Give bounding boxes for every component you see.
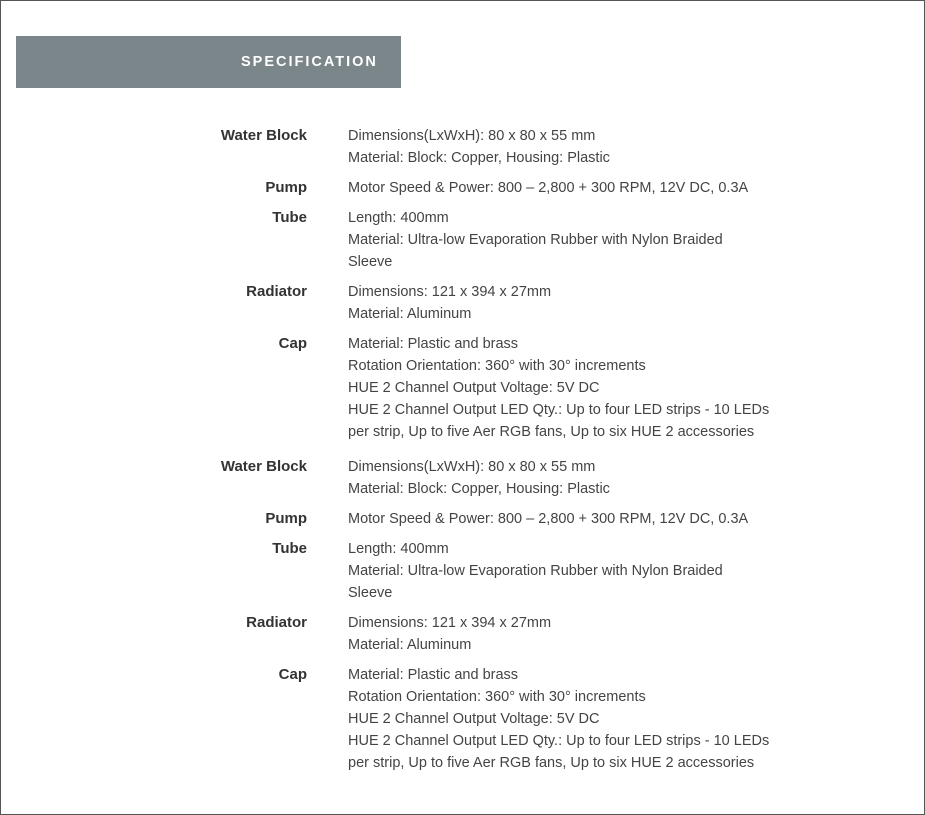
spec-value: Rotation Orientation: 360° with 30° increments (348, 689, 646, 705)
spec-values (348, 207, 828, 273)
spec-row-radiator (1, 612, 925, 656)
spec-row-cap (1, 333, 925, 443)
spec-value: Motor Speed & Power: 800 – 2,800 + 300 RPM, 12V DC, 0.3A (348, 511, 749, 527)
spec-values (348, 333, 828, 443)
spec-value: Material: Aluminum (348, 637, 472, 653)
spec-value: Material: Plastic and brass (348, 667, 519, 683)
spec-list (1, 125, 925, 782)
spec-value: per strip, Up to five Aer RGB fans, Up to six HUE 2 accessories (348, 755, 755, 771)
spec-values (348, 281, 828, 325)
spec-value: HUE 2 Channel Output Voltage: 5V DC (348, 711, 600, 727)
spec-label: Tube (272, 540, 307, 557)
spec-row-water-block (1, 456, 925, 500)
spec-value: Sleeve (348, 585, 393, 601)
spec-values (348, 508, 828, 530)
spec-values (348, 538, 828, 604)
spec-label: Pump (265, 179, 307, 196)
spec-row-tube (1, 538, 925, 604)
spec-values (348, 612, 828, 656)
spec-label: Radiator (246, 283, 307, 300)
specification-tab[interactable] (16, 36, 401, 88)
spec-label: Cap (278, 335, 307, 352)
spec-value: HUE 2 Channel Output Voltage: 5V DC (348, 380, 600, 396)
spec-value: Material: Ultra-low Evaporation Rubber with Nylon Braided (348, 232, 723, 248)
spec-value: Sleeve (348, 254, 393, 270)
spec-value: Material: Block: Copper, Housing: Plastic (348, 150, 610, 166)
spec-label: Radiator (246, 614, 307, 631)
spec-value: per strip, Up to five Aer RGB fans, Up to six HUE 2 accessories (348, 424, 755, 440)
spec-values (348, 456, 828, 500)
spec-values (348, 125, 828, 169)
spec-label: Water Block (220, 127, 307, 144)
spec-value: Rotation Orientation: 360° with 30° increments (348, 358, 646, 374)
spec-value: Dimensions(LxWxH): 80 x 80 x 55 mm (348, 459, 596, 475)
specification-tab-label: SPECIFICATION (241, 54, 378, 70)
spec-label: Pump (265, 510, 307, 527)
spec-values (348, 177, 828, 199)
spec-label: Water Block (220, 458, 307, 475)
spec-values (348, 664, 828, 774)
spec-value: Dimensions: 121 x 394 x 27mm (348, 284, 552, 300)
spec-row-radiator (1, 281, 925, 325)
spec-label: Tube (272, 209, 307, 226)
spec-value: Length: 400mm (348, 541, 449, 557)
spec-value: HUE 2 Channel Output LED Qty.: Up to four LED strips - 10 LEDs (348, 402, 770, 418)
spec-value: Length: 400mm (348, 210, 449, 226)
spec-value: Material: Ultra-low Evaporation Rubber with Nylon Braided (348, 563, 723, 579)
spec-row-pump (1, 177, 925, 199)
spec-value: Material: Plastic and brass (348, 336, 519, 352)
spec-row-water-block (1, 125, 925, 169)
spec-value: Material: Aluminum (348, 306, 472, 322)
spec-value: Motor Speed & Power: 800 – 2,800 + 300 RPM, 12V DC, 0.3A (348, 180, 749, 196)
spec-row-tube (1, 207, 925, 273)
spec-value: Material: Block: Copper, Housing: Plastic (348, 481, 610, 497)
spec-row-pump (1, 508, 925, 530)
spec-value: HUE 2 Channel Output LED Qty.: Up to four LED strips - 10 LEDs (348, 733, 770, 749)
spec-label: Cap (278, 666, 307, 683)
spec-value: Dimensions(LxWxH): 80 x 80 x 55 mm (348, 128, 596, 144)
spec-row-cap (1, 664, 925, 774)
spec-value: Dimensions: 121 x 394 x 27mm (348, 615, 552, 631)
